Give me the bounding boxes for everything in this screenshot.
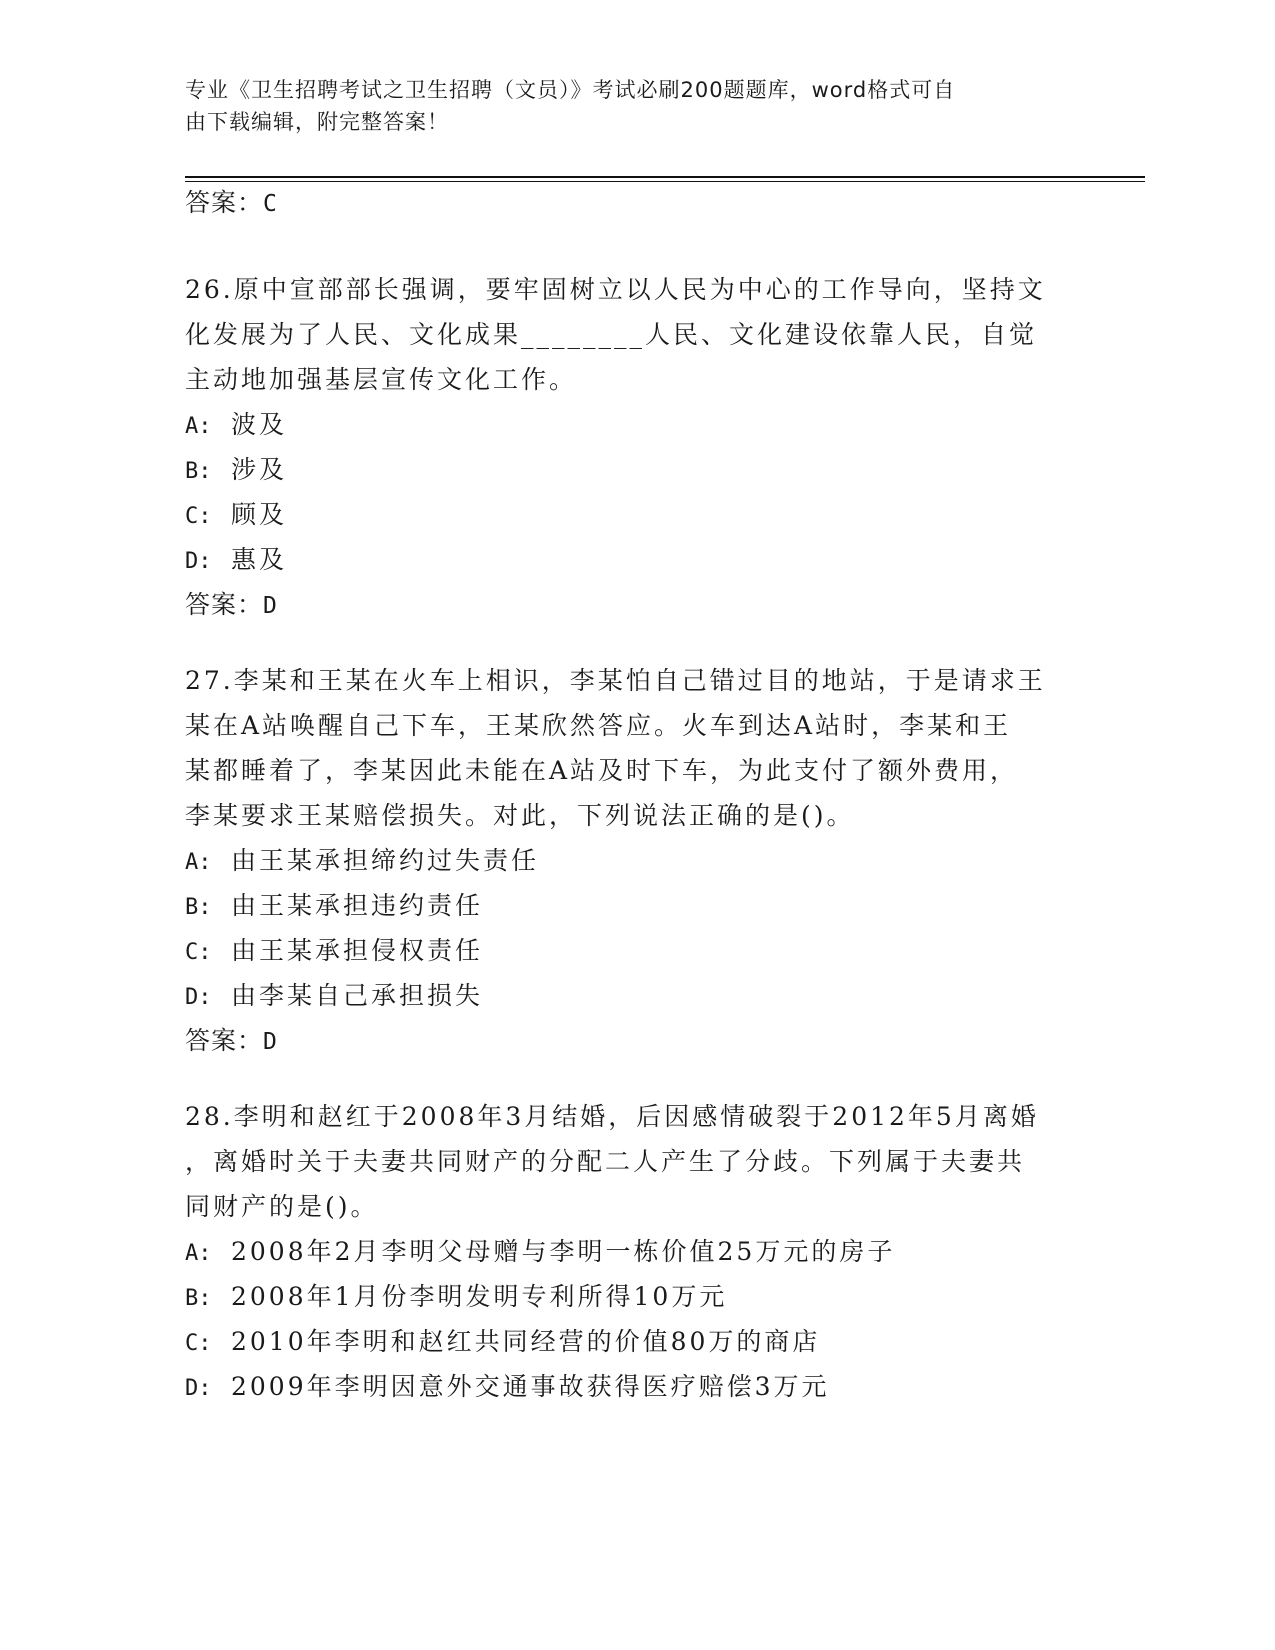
stem-line: 李某要求王某赔偿损失。对此，下列说法正确的是()。 <box>185 801 855 830</box>
question-stem <box>185 267 1065 402</box>
option-key: A: <box>185 414 212 439</box>
answer-label: 答案： <box>185 188 264 217</box>
option-text: 2008年2月李明父母赠与李明一栋价值25万元的房子 <box>231 1237 896 1266</box>
answer-value: D <box>263 1029 278 1055</box>
question-stem <box>185 1094 1065 1229</box>
header-divider-thick <box>185 176 1145 178</box>
option-text: 由王某承担违约责任 <box>231 891 484 920</box>
header-line-1: 专业《卫生招聘考试之卫生招聘（文员）》考试必刷200题题库，word格式可自 <box>185 78 956 102</box>
option-d <box>185 1364 1085 1409</box>
option-key: C: <box>185 940 212 965</box>
option-key: B: <box>185 895 212 920</box>
header-line-2: 由下载编辑，附完整答案！ <box>185 110 449 134</box>
question-27 <box>185 658 1085 1063</box>
option-a <box>185 1229 1085 1274</box>
option-d <box>185 537 1085 582</box>
stem-line: 化发展为了人民、文化成果________人民、文化建设依靠人民，自觉 <box>185 320 1038 349</box>
option-key: C: <box>185 504 212 529</box>
option-text: 由王某承担缔约过失责任 <box>231 846 540 875</box>
option-text: 波及 <box>231 410 288 439</box>
stem-line: 27.李某和王某在火车上相识，李某怕自己错过目的地站，于是请求王 <box>185 666 1046 695</box>
option-key: D: <box>185 985 212 1010</box>
option-a <box>185 838 1085 883</box>
option-text: 2010年李明和赵红共同经营的价值80万的商店 <box>231 1327 821 1356</box>
stem-line: ，离婚时关于夫妻共同财产的分配二人产生了分歧。下列属于夫妻共 <box>185 1147 1026 1176</box>
answer-27 <box>185 1018 1085 1063</box>
stem-line: 28.李明和赵红于2008年3月结婚，后因感情破裂于2012年5月离婚 <box>185 1102 1039 1131</box>
option-c <box>185 928 1085 973</box>
option-key: B: <box>185 1286 212 1311</box>
answer-26 <box>185 582 1085 627</box>
option-text: 由王某承担侵权责任 <box>231 936 484 965</box>
option-text: 2009年李明因意外交通事故获得医疗赔偿3万元 <box>231 1372 830 1401</box>
answer-label: 答案： <box>185 590 264 619</box>
option-d <box>185 973 1085 1018</box>
option-c <box>185 1319 1085 1364</box>
option-b <box>185 1274 1085 1319</box>
stem-line: 主动地加强基层宣传文化工作。 <box>185 365 578 394</box>
option-text: 涉及 <box>231 455 288 484</box>
answer-value: C <box>263 191 278 217</box>
option-key: C: <box>185 1331 212 1356</box>
option-b <box>185 447 1085 492</box>
option-key: A: <box>185 850 212 875</box>
stem-line: 同财产的是()。 <box>185 1192 379 1221</box>
question-stem <box>185 658 1065 838</box>
stem-line: 26.原中宣部部长强调，要牢固树立以人民为中心的工作导向，坚持文 <box>185 275 1046 304</box>
option-key: A: <box>185 1241 212 1266</box>
option-text: 由李某自己承担损失 <box>231 981 484 1010</box>
question-28 <box>185 1094 1085 1409</box>
option-text: 惠及 <box>231 545 288 574</box>
option-a <box>185 402 1085 447</box>
option-key: D: <box>185 1376 212 1401</box>
stem-line: 某在A站唤醒自己下车，王某欣然答应。火车到达A站时，李某和王 <box>185 711 1012 740</box>
option-b <box>185 883 1085 928</box>
option-key: B: <box>185 459 212 484</box>
answer-25 <box>185 180 1085 225</box>
option-text: 2008年1月份李明发明专利所得10万元 <box>231 1282 728 1311</box>
question-26 <box>185 267 1085 627</box>
page-header <box>185 74 1065 138</box>
answer-value: D <box>263 593 278 619</box>
answer-label: 答案： <box>185 1026 264 1055</box>
option-c <box>185 492 1085 537</box>
option-key: D: <box>185 549 212 574</box>
stem-line: 某都睡着了，李某因此未能在A站及时下车，为此支付了额外费用， <box>185 756 1019 785</box>
option-text: 顾及 <box>231 500 288 529</box>
